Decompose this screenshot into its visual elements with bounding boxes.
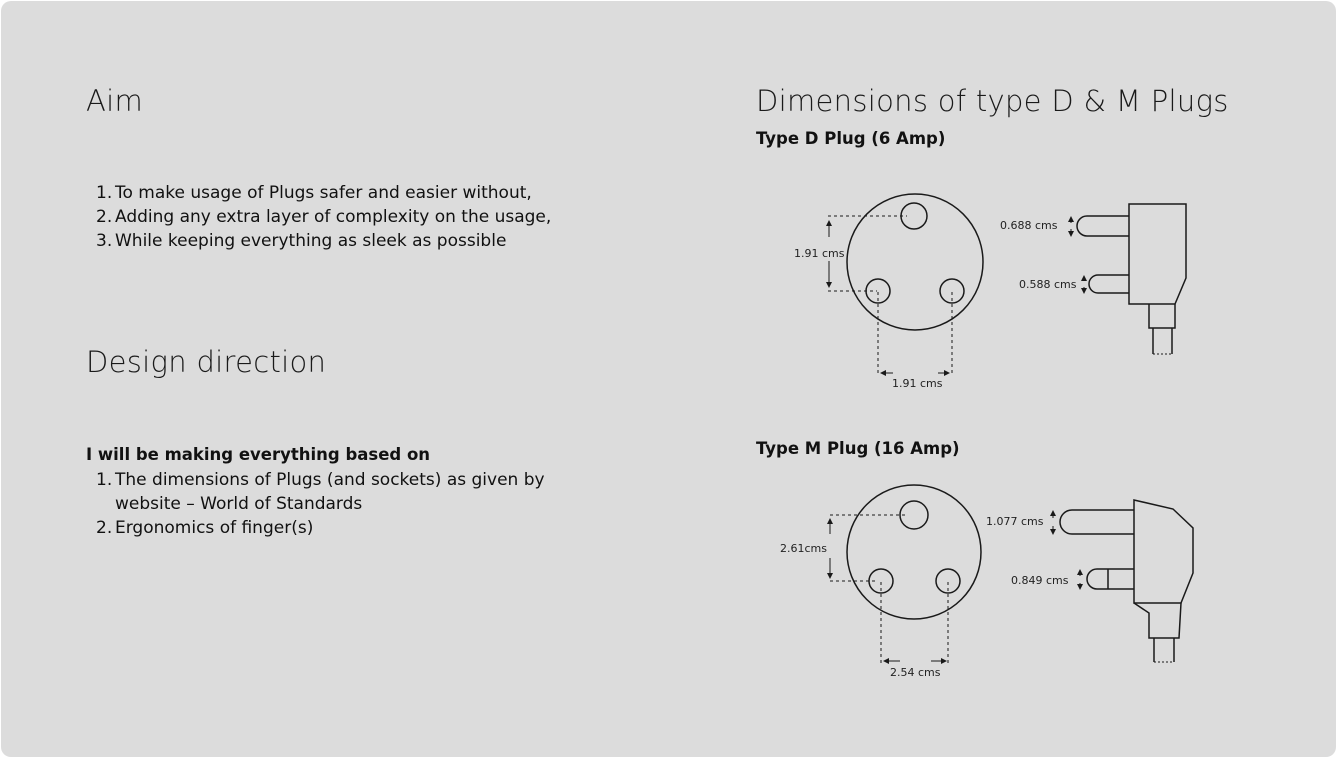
dimensions-heading: Dimensions of type D & M Plugs [756, 84, 1229, 118]
aim-heading: Aim [86, 84, 144, 118]
plug-diagrams [1, 1, 1336, 757]
type-d-earth-pin-hole [901, 203, 927, 229]
list-item: 2. Ergonomics of finger(s) [96, 518, 314, 538]
type-m-pin-bottom-label: 0.849 cms [1011, 574, 1069, 587]
type-m-title: Type M Plug (16 Amp) [756, 439, 960, 458]
type-m-vertical-dimension-label: 2.61cms [780, 542, 827, 555]
design-direction-heading: Design direction [86, 345, 327, 379]
list-item: 3. While keeping everything as sleek as possible [96, 231, 507, 251]
slide [1, 1, 1336, 757]
type-m-horizontal-dimension-label: 2.54 cms [890, 666, 941, 679]
type-d-title: Type D Plug (6 Amp) [756, 129, 946, 148]
type-d-pin-top-label: 0.688 cms [1000, 219, 1058, 232]
list-item: 1. To make usage of Plugs safer and easier without, [96, 183, 532, 203]
type-m-side-view [1053, 500, 1193, 662]
type-d-side-view [1071, 204, 1186, 354]
type-m-face-outline [847, 485, 981, 619]
type-m-pin-top-label: 1.077 cms [986, 515, 1044, 528]
type-m-front-view [830, 485, 981, 663]
type-d-front-view [828, 194, 983, 374]
type-d-pin-bottom-label: 0.588 cms [1019, 278, 1077, 291]
type-d-vertical-dimension-label: 1.91 cms [794, 247, 845, 260]
type-d-face-outline [847, 194, 983, 330]
list-item: 1. The dimensions of Plugs (and sockets) as given by website – World of Standards [96, 470, 545, 514]
design-subheading: I will be making everything based on [86, 445, 431, 464]
type-d-horizontal-dimension-label: 1.91 cms [892, 377, 943, 390]
list-item: 2. Adding any extra layer of complexity on the usage, [96, 207, 552, 227]
